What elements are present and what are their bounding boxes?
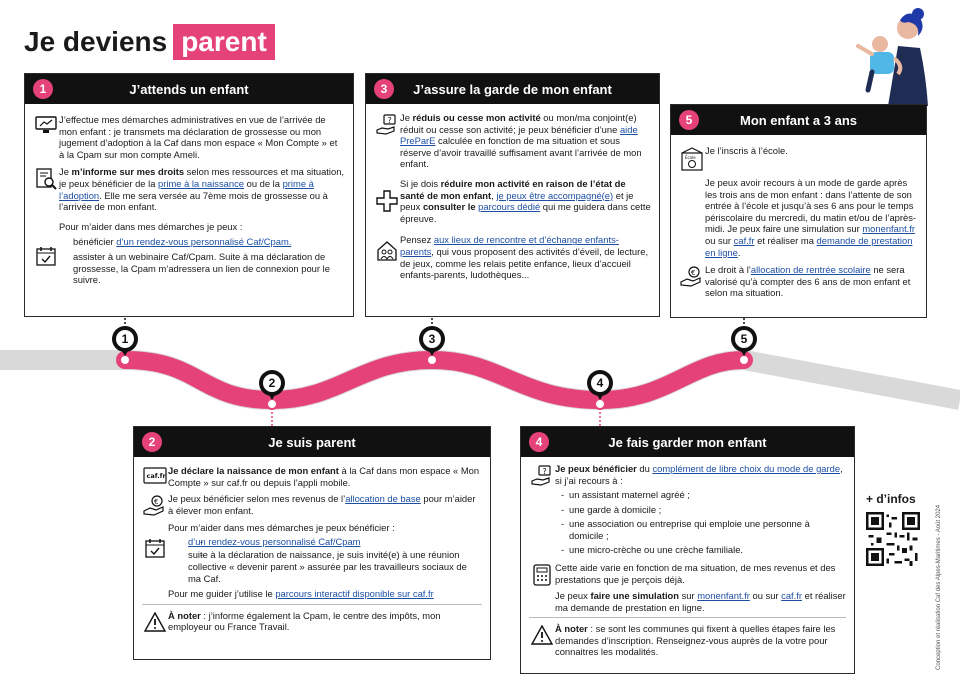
hand-question-icon bbox=[529, 463, 555, 487]
title-highlight: parent bbox=[173, 24, 275, 60]
page-title bbox=[24, 24, 275, 60]
link-parcours-dedie[interactable]: parcours dédié bbox=[478, 201, 541, 213]
caf-card-icon bbox=[142, 465, 168, 485]
card-step-3 bbox=[365, 73, 660, 317]
mother-child-illustration bbox=[848, 6, 938, 106]
card-text: Cette aide varie en fonction de ma situation, de mes revenus et des prestations que je perçois déjà. bbox=[555, 561, 836, 585]
card-title: J’assure la garde de mon enfant bbox=[413, 81, 612, 97]
magnifier-document-icon bbox=[33, 166, 59, 190]
step-number-badge: 3 bbox=[374, 79, 394, 99]
svg-text:€: € bbox=[154, 498, 159, 507]
warning-icon bbox=[529, 623, 555, 645]
list-item: - assister à un webinaire Caf/Cpam. Suite à ma déclaration de grossesse, la Cpam m’adressera un lien de connexion pour le suivre. bbox=[59, 251, 345, 286]
card-text-ars: Le droit à l’allocation de rentrée scolaire ne sera valorisé qu’à compter des 6 ans de mon enfant et selon ma situation. bbox=[705, 264, 911, 299]
link-complement-libre-choix[interactable]: complément de libre choix du mode de garde bbox=[652, 463, 841, 474]
card-text: Pour m’aider dans mes démarches je peux bénéficier : bbox=[168, 522, 395, 534]
timeline-pin-5 bbox=[731, 326, 757, 360]
pin-number: 5 bbox=[735, 330, 753, 348]
card-title: J’attends un enfant bbox=[129, 81, 249, 97]
card-header bbox=[134, 427, 490, 457]
link-lieux-rencontre[interactable]: aux lieux de rencontre et d’échange enfants-parents bbox=[400, 234, 619, 257]
list-item: - une association ou entreprise qui emploie une personne à domicile ; bbox=[529, 518, 846, 541]
card-step-4 bbox=[520, 426, 855, 674]
timeline-pin-4 bbox=[587, 370, 613, 404]
pin-number: 2 bbox=[263, 374, 281, 392]
computer-icon bbox=[33, 114, 59, 134]
link-accompagne[interactable]: je peux être accompagné(e) bbox=[496, 189, 614, 201]
divider bbox=[142, 604, 482, 605]
list-item: - un assistant maternel agréé ; bbox=[529, 489, 846, 501]
timeline-pin-2 bbox=[259, 370, 285, 404]
link-parcours-interactif[interactable]: parcours interactif disponible sur caf.fr bbox=[275, 588, 434, 600]
link-caf-fr[interactable]: caf.fr bbox=[781, 589, 802, 601]
calculator-icon bbox=[529, 562, 555, 586]
svg-text:€: € bbox=[691, 269, 696, 278]
link-demande-prestation[interactable]: demande de prestation en ligne bbox=[705, 234, 913, 258]
pin-number: 4 bbox=[591, 374, 609, 392]
card-step-1 bbox=[24, 73, 354, 317]
card-note: À noter : j’informe également la Cpam, le centre des impôts, mon employeur ou France Travail. bbox=[168, 609, 441, 633]
medical-cross-icon bbox=[374, 178, 400, 212]
card-header bbox=[366, 74, 659, 104]
card-text-prepare: Je réduis ou cesse mon activité ou mon/ma conjoint(e) réduit ou cesse son activité; je peux bénéficier d’une aide PreParE calculée en fonction de ma situation et sous réserve d’avoir travaillé suffisament avant l’arrivée de mon enfant. bbox=[400, 112, 642, 170]
card-text-allocation: Je peux bénéficier selon mes revenus de l’allocation de base pour m’aider à élever mon enfant. bbox=[168, 493, 476, 516]
link-allocation-base[interactable]: allocation de base bbox=[345, 493, 421, 505]
card-text: J’effectue mes démarches administratives en vue de l’arrivée de mon enfant : je transmets ma déclaration de grossesse ou mon jugement d’adoption à la Caf dans mon espace « Mon Compte » et à la Cpam sur mon compte Ameli. bbox=[59, 114, 338, 160]
timeline-pin-3 bbox=[419, 326, 445, 360]
card-step-5 bbox=[670, 104, 927, 318]
pin-number: 3 bbox=[423, 330, 441, 348]
svg-text:École: École bbox=[685, 155, 696, 160]
step-number-badge: 1 bbox=[33, 79, 53, 99]
card-text: Je l’inscris à l’école. bbox=[705, 145, 788, 156]
card-text-garde-3ans: Je peux avoir recours à un mode de garde après les trois ans de mon enfant : dans l’attente de son entrée à l’école et jusqu’à ses 6 ans pour le temps périscolaire du mercredi, du matin et/ou de l’après-midi. Je peux faire une simulation sur monenfant.fr ou sur caf.fr et réaliser ma demande de prestation en ligne. bbox=[705, 177, 917, 258]
list-item: - une micro-crèche ou une crèche familiale. bbox=[529, 544, 846, 556]
link-ars[interactable]: allocation de rentrée scolaire bbox=[750, 264, 871, 276]
timeline-pin-1 bbox=[112, 326, 138, 360]
card-note: À noter : se sont les communes qui fixent à quelles étapes faire les demandes d’inscription. Renseignez-vous auprès de la votre pour connaitres les modalités. bbox=[555, 623, 836, 658]
divider bbox=[529, 617, 846, 618]
card-title: Mon enfant a 3 ans bbox=[739, 112, 858, 128]
link-monenfant[interactable]: monenfant.fr bbox=[862, 223, 916, 235]
hand-question-icon bbox=[374, 112, 400, 136]
svg-text:?: ? bbox=[542, 467, 547, 476]
step-number-badge: 5 bbox=[679, 110, 699, 130]
step-number-badge: 2 bbox=[142, 432, 162, 452]
list-item: - bénéficier d’un rendez-vous personnalisé Caf/Cpam. bbox=[59, 236, 345, 248]
link-caf-fr[interactable]: caf.fr bbox=[733, 234, 755, 246]
list-item: - une garde à domicile ; bbox=[529, 504, 846, 516]
card-title: Je fais garder mon enfant bbox=[608, 434, 767, 450]
credit-text: Conception et réalisation Caf des Alpes-Maritimes - Août 2024 bbox=[936, 504, 942, 670]
calendar-check-icon bbox=[33, 236, 59, 266]
step-number-badge: 4 bbox=[529, 432, 549, 452]
card-text-parcours: Pour me guider j’utilise le parcours interactif disponible sur caf.fr bbox=[168, 588, 434, 600]
card-text-lieux: Pensez aux lieux de rencontre et d’échange enfants-parents, qui vous proposent des activités d’éveil, de lecture, de jeux, comme les relais petite enfance, lieux d’accueil enfants-parents, ludothèques... bbox=[400, 234, 649, 281]
card-text-declaration: Je déclare la naissance de mon enfant à la Caf dans mon espace « Mon Compte » sur caf.fr ou depuis l’appli mobile. bbox=[168, 465, 480, 488]
card-header bbox=[671, 105, 926, 135]
list-item: - suite à la déclaration de naissance, je suis invité(e) à une réunion collective « devenir parent » assurée par les travailleurs sociaux de ma Caf. bbox=[168, 549, 482, 584]
hand-euro-icon bbox=[679, 264, 705, 288]
svg-text:caf.fr: caf.fr bbox=[146, 472, 166, 480]
timeline-road bbox=[0, 300, 960, 430]
card-step-2 bbox=[133, 426, 491, 660]
link-prime-adoption[interactable]: prime à l’adoption bbox=[59, 177, 314, 201]
link-rdv-caf-cpam[interactable]: d’un rendez-vous personnalisé Caf/Cpam bbox=[188, 535, 361, 547]
list-item bbox=[168, 536, 482, 548]
svg-text:?: ? bbox=[387, 116, 392, 125]
more-info-label: + d’infos bbox=[866, 492, 916, 506]
family-house-icon bbox=[374, 234, 400, 262]
card-text-sante: Si je dois réduire mon activité en raison de l’état de santé de mon enfant, je peux être accompagné(e) et je peux consulter le parcours dédié qui me guidera dans cette épreuve. bbox=[400, 177, 651, 224]
card-text-cmg: Je peux bénéficier du complément de libre choix du mode de garde, si j’ai recours à : bbox=[555, 463, 843, 486]
link-prime-naissance[interactable]: prime à la naissance bbox=[158, 177, 245, 189]
card-title: Je suis parent bbox=[268, 434, 356, 450]
calendar-check-icon bbox=[142, 536, 168, 558]
card-header bbox=[521, 427, 854, 457]
link-rdv-caf-cpam[interactable]: d’un rendez-vous personnalisé Caf/Cpam. bbox=[116, 236, 292, 248]
warning-icon bbox=[142, 610, 168, 632]
hand-euro-icon bbox=[142, 493, 168, 517]
link-prepare[interactable]: aide PreParE bbox=[400, 123, 638, 147]
qr-code-icon[interactable] bbox=[866, 512, 920, 566]
card-header bbox=[25, 74, 353, 104]
pin-number: 1 bbox=[116, 330, 134, 348]
card-text: Pour m’aider dans mes démarches je peux : bbox=[59, 220, 243, 232]
card-text-simulation: Je peux faire une simulation sur monenfant.fr ou sur caf.fr et réaliser ma demande de prestation en ligne. bbox=[555, 589, 846, 613]
school-icon bbox=[679, 145, 705, 171]
card-text-rights: Je m’informe sur mes droits selon mes ressources et ma situation, je peux bénéficier de la prime à la naissance ou de la prime à l’adoption. Elle me sera versée au 7ème mois de grossesse ou à l’arrivée de mon enfant. bbox=[59, 166, 345, 213]
title-plain: Je deviens bbox=[24, 26, 168, 57]
link-monenfant[interactable]: monenfant.fr bbox=[697, 589, 750, 601]
